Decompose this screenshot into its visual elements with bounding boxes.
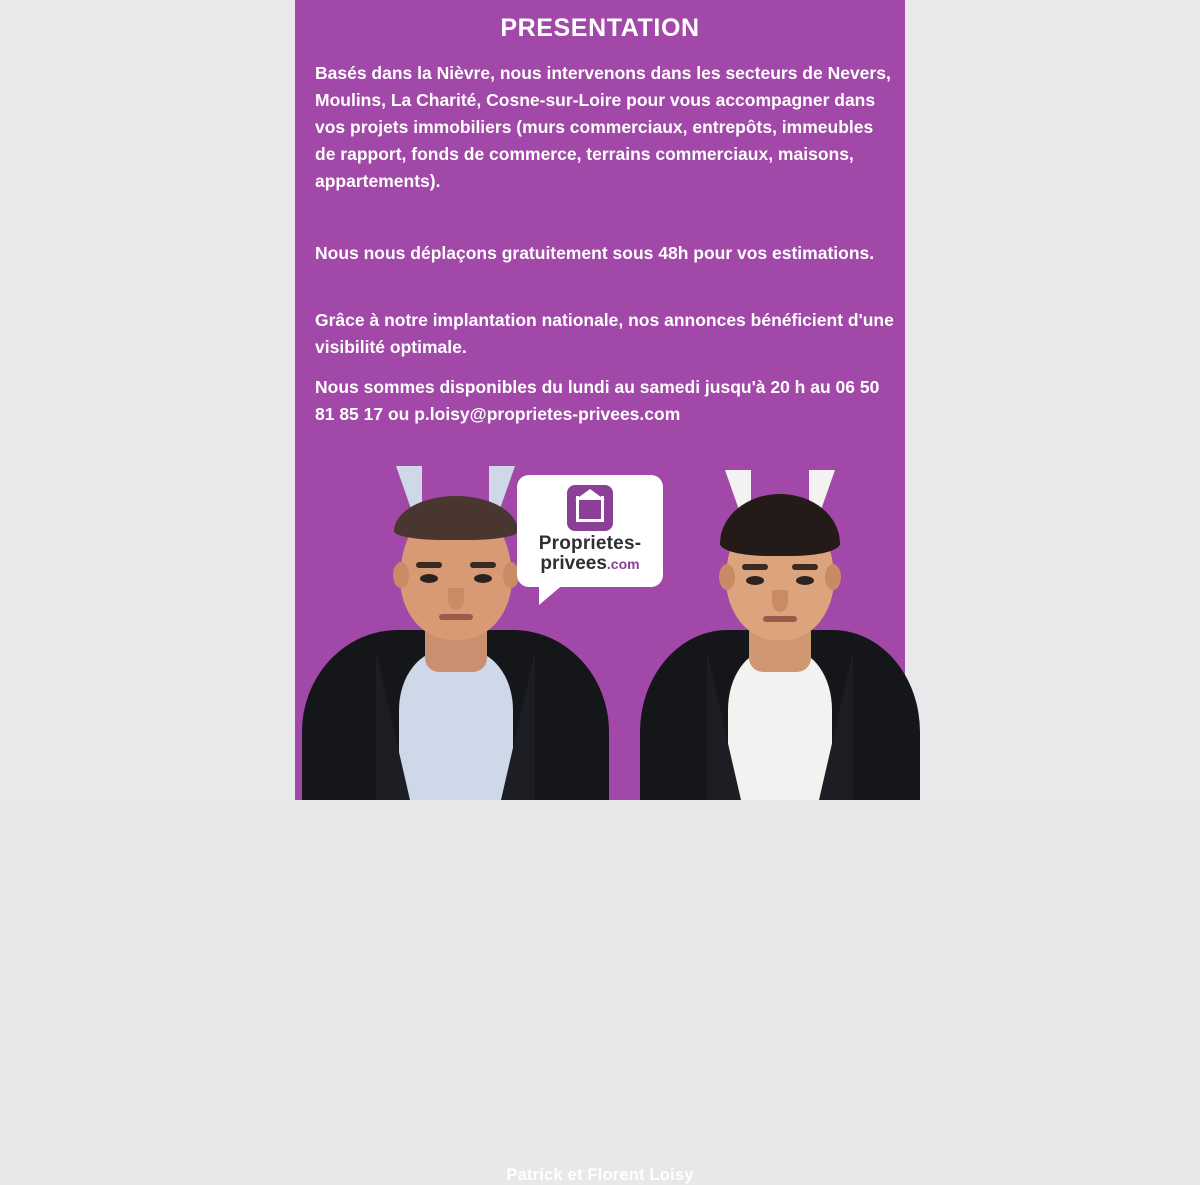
lapel-left <box>707 652 741 800</box>
logo-text-line1: Proprietes- <box>538 533 642 554</box>
eyebrow-right <box>792 564 818 570</box>
lapel-left <box>376 652 410 800</box>
dress-shirt <box>728 650 832 800</box>
eye-right <box>474 574 492 583</box>
photo-caption: Patrick et Florent Loisy <box>506 1166 694 1184</box>
logo-text-privees: privees <box>540 553 607 574</box>
house-body-shape <box>576 496 604 522</box>
ear-left <box>719 564 735 590</box>
lapel-right <box>501 652 535 800</box>
logo-text-tld: .com <box>606 556 640 572</box>
nose <box>772 590 788 612</box>
proprietes-privees-logo <box>517 475 663 603</box>
eyebrow-right <box>470 562 496 568</box>
eyebrow-left <box>416 562 442 568</box>
house-in-square-icon <box>567 485 613 531</box>
logo-bubble <box>517 475 663 587</box>
presentation-poster <box>295 0 905 1184</box>
poster-content <box>295 0 905 1184</box>
presentation-paragraph-4: Nous sommes disponibles du lundi au samedi jusqu'à 20 h au 06 50 81 85 17 ou p.loisy@proprietes-privees.com <box>315 377 880 424</box>
eyebrow-left <box>742 564 768 570</box>
eye-left <box>746 576 764 585</box>
mouth <box>763 616 797 622</box>
presentation-paragraph-2: Nous nous déplaçons gratuitement sous 48h pour vos estimations. <box>315 243 875 263</box>
eye-right <box>796 576 814 585</box>
nose <box>448 588 464 610</box>
head <box>726 502 834 640</box>
ear-left <box>393 562 409 588</box>
mouth <box>439 614 473 620</box>
page-title: PRESENTATION <box>500 14 700 42</box>
agents-photo <box>295 440 905 1184</box>
lapel-right <box>819 652 853 800</box>
logo-text-line2 <box>517 553 663 575</box>
head <box>400 500 512 640</box>
eye-left <box>420 574 438 583</box>
dress-shirt <box>399 650 513 800</box>
ear-right <box>825 564 841 590</box>
presentation-paragraph-3: Grâce à notre implantation nationale, nos annonces bénéficient d'une visibilité optimale. <box>315 310 894 357</box>
agent-photo-florent <box>650 452 910 800</box>
presentation-paragraph-1: Basés dans la Nièvre, nous intervenons dans les secteurs de Nevers, Moulins, La Charité, Cosne-sur-Loire pour vous accompagner dans vos projets immobiliers (murs commerciaux, entrepôts, immeubles de rapport, fonds de commerce, terrains commerciaux, maisons, appartements). <box>315 63 891 191</box>
